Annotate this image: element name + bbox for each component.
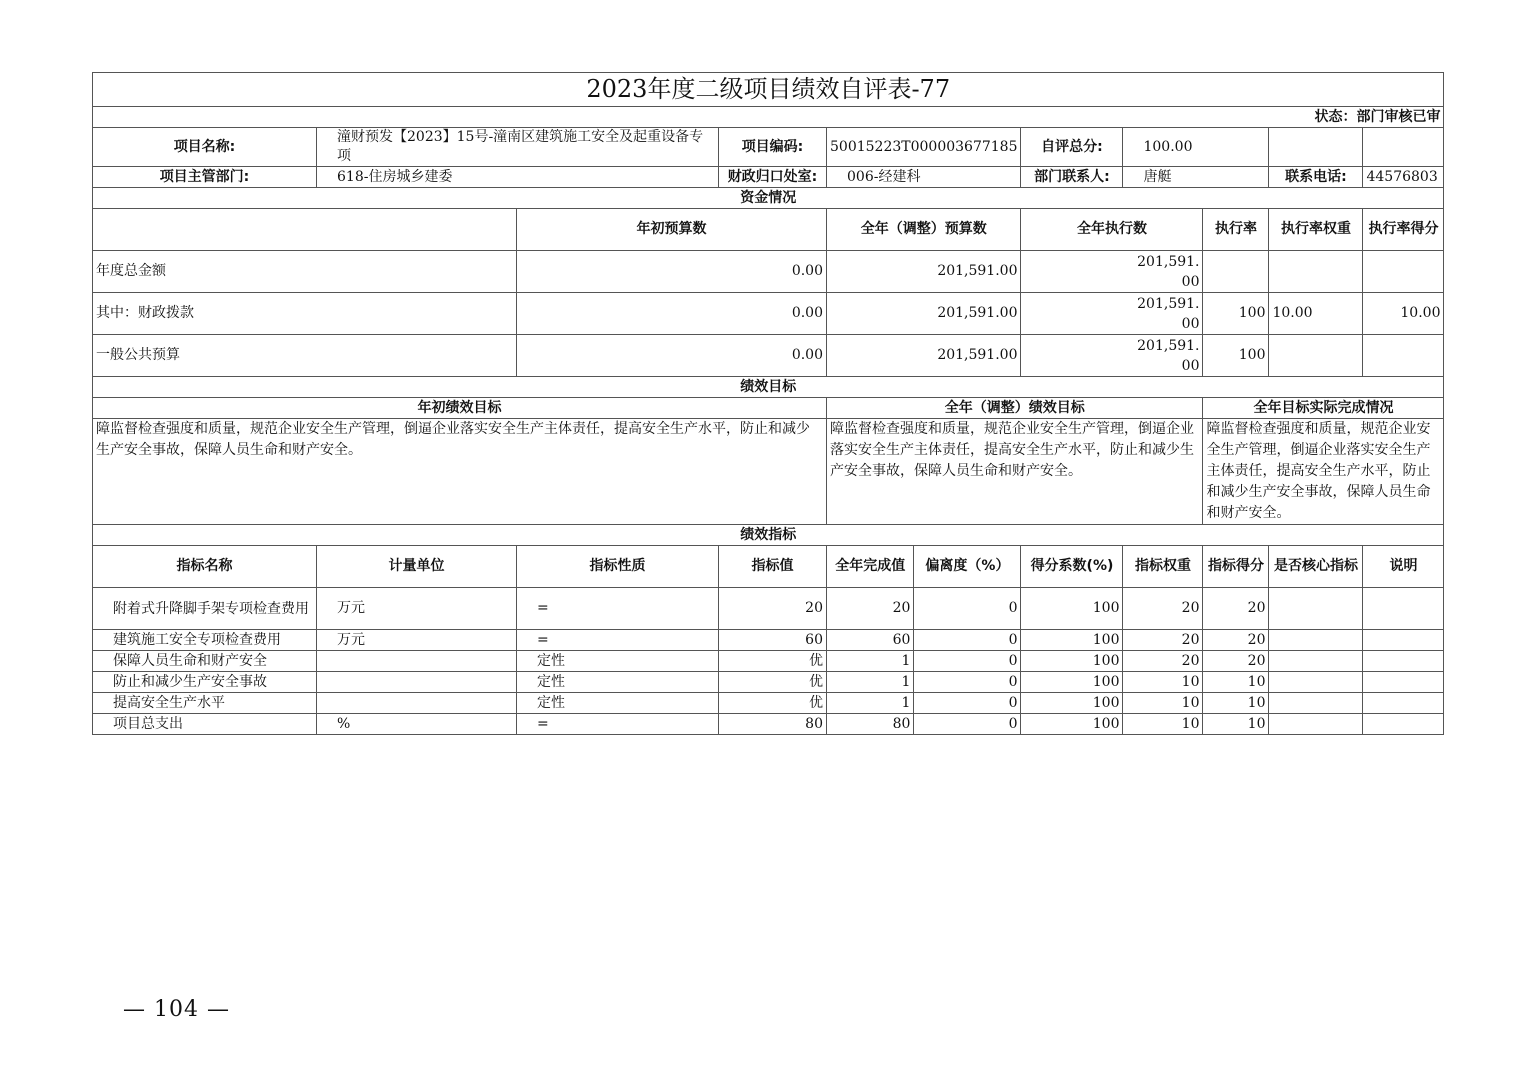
funds-initial: 0.00 bbox=[517, 251, 827, 293]
contact-value: 唐艇 bbox=[1123, 167, 1269, 188]
score-value: 100.00 bbox=[1123, 128, 1269, 167]
indicator-score: 20 bbox=[1203, 588, 1269, 630]
indicator-value: 优 bbox=[719, 693, 827, 714]
indicator-header: 全年完成值 bbox=[827, 546, 914, 588]
indicator-value: 20 bbox=[719, 588, 827, 630]
funds-row-name: 年度总金额 bbox=[93, 251, 517, 293]
indicator-header: 指标值 bbox=[719, 546, 827, 588]
indicator-note bbox=[1363, 672, 1444, 693]
indicator-value: 优 bbox=[719, 651, 827, 672]
indicator-coefficient: 100 bbox=[1021, 651, 1123, 672]
indicator-coefficient: 100 bbox=[1021, 714, 1123, 735]
funds-adjusted: 201,591.00 bbox=[827, 293, 1021, 335]
indicator-deviation: 0 bbox=[914, 588, 1021, 630]
indicator-core bbox=[1269, 672, 1363, 693]
indicator-header: 计量单位 bbox=[317, 546, 517, 588]
indicators-header-row bbox=[93, 546, 1444, 588]
funds-initial: 0.00 bbox=[517, 335, 827, 377]
indicator-coefficient: 100 bbox=[1021, 672, 1123, 693]
funds-weight bbox=[1269, 335, 1363, 377]
funds-adjusted: 201,591.00 bbox=[827, 335, 1021, 377]
empty-cell bbox=[93, 209, 517, 251]
status-text: 状态：部门审核已审 bbox=[93, 107, 1444, 128]
funds-header: 全年执行数 bbox=[1021, 209, 1203, 251]
indicator-core bbox=[1269, 693, 1363, 714]
funds-executed-line1: 201,591. bbox=[1137, 253, 1200, 270]
indicator-note bbox=[1363, 588, 1444, 630]
indicator-core bbox=[1269, 630, 1363, 651]
indicator-note bbox=[1363, 693, 1444, 714]
funds-executed bbox=[1021, 251, 1203, 293]
dept-value: 618-住房城乡建委 bbox=[317, 167, 719, 188]
indicator-unit bbox=[317, 651, 517, 672]
indicator-done: 1 bbox=[827, 651, 914, 672]
funds-weight: 10.00 bbox=[1269, 293, 1363, 335]
indicator-row bbox=[93, 651, 1444, 672]
indicator-done: 80 bbox=[827, 714, 914, 735]
goals-section-title: 绩效目标 bbox=[93, 377, 1444, 398]
indicator-row bbox=[93, 588, 1444, 630]
indicator-coefficient: 100 bbox=[1021, 693, 1123, 714]
indicator-deviation: 0 bbox=[914, 693, 1021, 714]
indicator-header: 是否核心指标 bbox=[1269, 546, 1363, 588]
funds-row-name: 一般公共预算 bbox=[93, 335, 517, 377]
funds-adjusted: 201,591.00 bbox=[827, 251, 1021, 293]
indicator-deviation: 0 bbox=[914, 672, 1021, 693]
adjusted-goal-text: 障监督检查强度和质量，规范企业安全生产管理，倒逼企业落实安全生产主体责任，提高安全生产水平，防止和减少生产安全事故，保障人员生命和财产安全。 bbox=[827, 419, 1203, 525]
dept-label: 项目主管部门: bbox=[93, 167, 317, 188]
funds-score: 10.00 bbox=[1363, 293, 1444, 335]
indicator-weight: 20 bbox=[1123, 588, 1203, 630]
indicator-weight: 20 bbox=[1123, 630, 1203, 651]
indicator-nature: = bbox=[517, 630, 719, 651]
indicator-weight: 20 bbox=[1123, 651, 1203, 672]
goals-header-row bbox=[93, 398, 1444, 419]
goals-header: 全年目标实际完成情况 bbox=[1203, 398, 1444, 419]
indicator-row bbox=[93, 693, 1444, 714]
indicator-weight: 10 bbox=[1123, 714, 1203, 735]
indicator-unit: 万元 bbox=[317, 630, 517, 651]
indicator-value: 60 bbox=[719, 630, 827, 651]
indicator-note bbox=[1363, 714, 1444, 735]
funds-row bbox=[93, 335, 1444, 377]
indicator-done: 20 bbox=[827, 588, 914, 630]
indicator-score: 10 bbox=[1203, 672, 1269, 693]
indicator-header: 偏离度（%） bbox=[914, 546, 1021, 588]
funds-section-title: 资金情况 bbox=[93, 188, 1444, 209]
project-name-value: 潼财预发【2023】15号-潼南区建筑施工安全及起重设备专项 bbox=[317, 128, 719, 167]
indicator-deviation: 0 bbox=[914, 630, 1021, 651]
funds-executed-line1: 201,591. bbox=[1137, 295, 1200, 312]
project-name-label: 项目名称: bbox=[93, 128, 317, 167]
indicator-name: 提高安全生产水平 bbox=[93, 693, 317, 714]
funds-header: 执行率得分 bbox=[1363, 209, 1444, 251]
empty-cell bbox=[1363, 128, 1444, 167]
indicator-name: 附着式升降脚手架专项检查费用 bbox=[93, 588, 317, 630]
funds-executed-line2: 00 bbox=[1181, 357, 1200, 374]
empty-cell bbox=[1269, 128, 1363, 167]
project-code-value: 50015223T000003677185 bbox=[827, 128, 1021, 167]
funds-row-name: 其中：财政拨款 bbox=[93, 293, 517, 335]
indicator-score: 20 bbox=[1203, 630, 1269, 651]
funds-executed-line1: 201,591. bbox=[1137, 337, 1200, 354]
funds-header: 执行率权重 bbox=[1269, 209, 1363, 251]
indicator-name: 防止和减少生产安全事故 bbox=[93, 672, 317, 693]
performance-table bbox=[92, 72, 1444, 735]
funds-executed bbox=[1021, 335, 1203, 377]
indicator-nature: 定性 bbox=[517, 651, 719, 672]
indicator-core bbox=[1269, 588, 1363, 630]
score-label: 自评总分: bbox=[1021, 128, 1123, 167]
funds-rate: 100 bbox=[1203, 335, 1269, 377]
indicator-score: 10 bbox=[1203, 714, 1269, 735]
indicator-done: 60 bbox=[827, 630, 914, 651]
funds-header: 全年（调整）预算数 bbox=[827, 209, 1021, 251]
contact-label: 部门联系人: bbox=[1021, 167, 1123, 188]
indicator-score: 20 bbox=[1203, 651, 1269, 672]
indicators-section-title: 绩效指标 bbox=[93, 525, 1444, 546]
funds-executed-line2: 00 bbox=[1181, 315, 1200, 332]
indicator-row bbox=[93, 672, 1444, 693]
indicator-core bbox=[1269, 714, 1363, 735]
info-row-1 bbox=[93, 128, 1444, 167]
indicator-header: 说明 bbox=[1363, 546, 1444, 588]
indicator-unit: 万元 bbox=[317, 588, 517, 630]
indicator-row bbox=[93, 630, 1444, 651]
funds-score bbox=[1363, 251, 1444, 293]
indicator-unit: % bbox=[317, 714, 517, 735]
indicator-value: 80 bbox=[719, 714, 827, 735]
funds-header-row bbox=[93, 209, 1444, 251]
funds-row bbox=[93, 293, 1444, 335]
info-row-2 bbox=[93, 167, 1444, 188]
indicator-unit bbox=[317, 693, 517, 714]
finance-label: 财政归口处室: bbox=[719, 167, 827, 188]
funds-executed bbox=[1021, 293, 1203, 335]
indicator-nature: = bbox=[517, 714, 719, 735]
phone-value: 44576803 bbox=[1363, 167, 1444, 188]
page-number: — 104 — bbox=[123, 997, 230, 1022]
goals-content-row bbox=[93, 419, 1444, 525]
funds-header: 执行率 bbox=[1203, 209, 1269, 251]
indicator-row bbox=[93, 714, 1444, 735]
indicator-value: 优 bbox=[719, 672, 827, 693]
indicator-nature: 定性 bbox=[517, 693, 719, 714]
indicator-note bbox=[1363, 651, 1444, 672]
indicator-deviation: 0 bbox=[914, 651, 1021, 672]
indicator-name: 项目总支出 bbox=[93, 714, 317, 735]
finance-value: 006-经建科 bbox=[827, 167, 1021, 188]
indicator-header: 指标权重 bbox=[1123, 546, 1203, 588]
indicator-header: 指标得分 bbox=[1203, 546, 1269, 588]
indicator-coefficient: 100 bbox=[1021, 588, 1123, 630]
funds-header: 年初预算数 bbox=[517, 209, 827, 251]
funds-row bbox=[93, 251, 1444, 293]
indicator-weight: 10 bbox=[1123, 672, 1203, 693]
funds-initial: 0.00 bbox=[517, 293, 827, 335]
indicator-nature: = bbox=[517, 588, 719, 630]
indicator-header: 指标名称 bbox=[93, 546, 317, 588]
indicator-core bbox=[1269, 651, 1363, 672]
funds-score bbox=[1363, 335, 1444, 377]
indicator-header: 得分系数(%) bbox=[1021, 546, 1123, 588]
initial-goal-text: 障监督检查强度和质量，规范企业安全生产管理，倒逼企业落实安全生产主体责任，提高安全生产水平，防止和减少生产安全事故，保障人员生命和财产安全。 bbox=[93, 419, 827, 525]
funds-weight bbox=[1269, 251, 1363, 293]
phone-label: 联系电话: bbox=[1269, 167, 1363, 188]
indicator-weight: 10 bbox=[1123, 693, 1203, 714]
goals-header: 年初绩效目标 bbox=[93, 398, 827, 419]
indicator-nature: 定性 bbox=[517, 672, 719, 693]
indicator-deviation: 0 bbox=[914, 714, 1021, 735]
indicator-done: 1 bbox=[827, 693, 914, 714]
indicator-coefficient: 100 bbox=[1021, 630, 1123, 651]
indicator-score: 10 bbox=[1203, 693, 1269, 714]
indicator-name: 建筑施工安全专项检查费用 bbox=[93, 630, 317, 651]
project-code-label: 项目编码: bbox=[719, 128, 827, 167]
indicator-name: 保障人员生命和财产安全 bbox=[93, 651, 317, 672]
actual-goal-text: 障监督检查强度和质量，规范企业安全生产管理，倒逼企业落实安全生产主体责任，提高安全生产水平，防止和减少生产安全事故，保障人员生命和财产安全。 bbox=[1203, 419, 1444, 525]
indicator-header: 指标性质 bbox=[517, 546, 719, 588]
funds-rate: 100 bbox=[1203, 293, 1269, 335]
goals-header: 全年（调整）绩效目标 bbox=[827, 398, 1203, 419]
indicator-unit bbox=[317, 672, 517, 693]
page-title: 2023年度二级项目绩效自评表-77 bbox=[93, 73, 1444, 107]
funds-executed-line2: 00 bbox=[1181, 273, 1200, 290]
indicator-note bbox=[1363, 630, 1444, 651]
indicator-done: 1 bbox=[827, 672, 914, 693]
funds-rate bbox=[1203, 251, 1269, 293]
